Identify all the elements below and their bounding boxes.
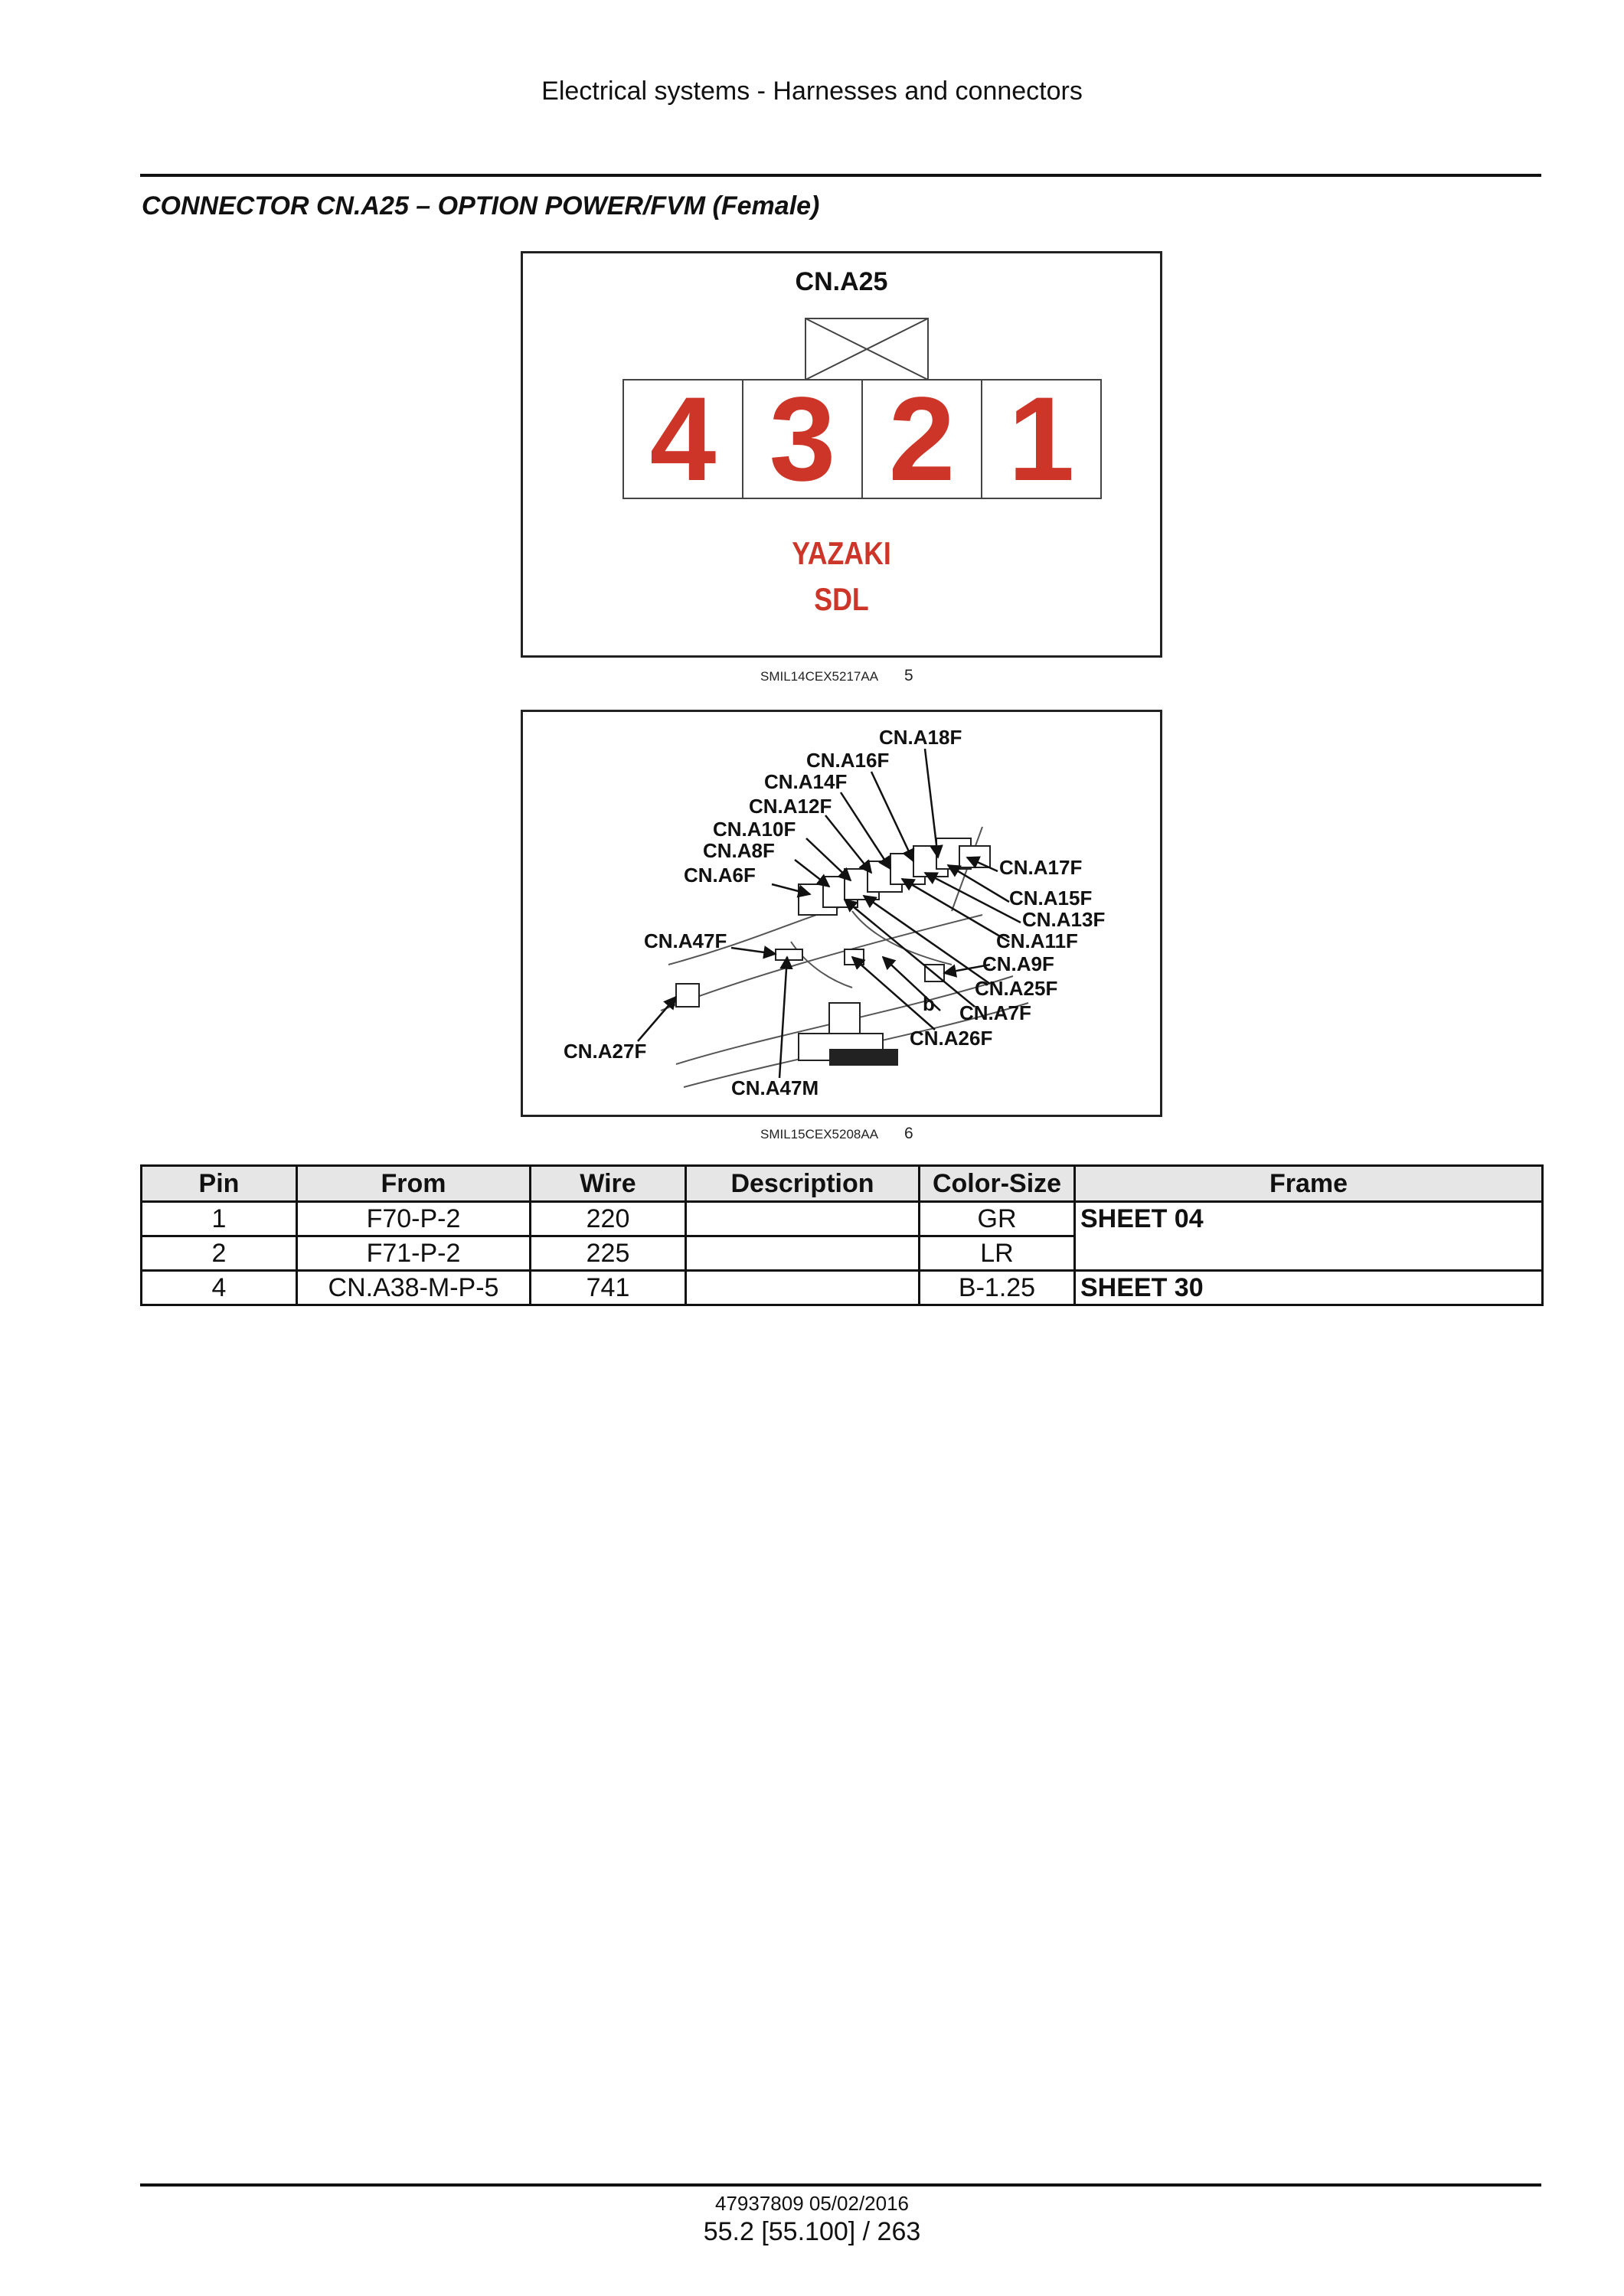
pin-number: 4: [649, 372, 717, 506]
column-header-frame: Frame: [1075, 1166, 1543, 1202]
figure-caption: [760, 667, 913, 685]
label-cn-a14f: CN.A14F: [764, 770, 848, 793]
pin-cell: [861, 372, 982, 506]
cell-description: [686, 1271, 920, 1305]
cell-wire: 741: [531, 1271, 686, 1305]
label-cn-a47f: CN.A47F: [644, 929, 727, 952]
label-cn-a17f: CN.A17F: [999, 856, 1083, 879]
column-header-pin: Pin: [142, 1166, 297, 1202]
footer-rule: [140, 2183, 1541, 2187]
cell-from: F71-P-2: [297, 1236, 531, 1271]
pin-table: [140, 1164, 1544, 1306]
label-cn-a7f: CN.A7F: [959, 1001, 1031, 1024]
pin-number: 1: [1008, 372, 1075, 506]
table-row: [142, 1271, 1543, 1305]
cell-from: F70-P-2: [297, 1202, 531, 1236]
terminal-block: [829, 1049, 898, 1066]
label-cn-a11f: CN.A11F: [996, 929, 1078, 952]
label-cn-a10f: CN.A10F: [713, 818, 796, 841]
caption-number: 5: [904, 667, 913, 684]
column-header-from: From: [297, 1166, 531, 1202]
harness-location-figure: [521, 710, 1162, 1117]
connector-face-figure: [521, 251, 1162, 658]
caption-code: SMIL15CEX5208AA: [760, 1127, 879, 1141]
label-cn-a12f: CN.A12F: [749, 795, 832, 818]
label-cn-a8f: CN.A8F: [703, 839, 775, 862]
cell-frame: SHEET 04: [1075, 1202, 1543, 1271]
pin-number: 3: [769, 372, 836, 506]
pin-row: [622, 372, 1102, 506]
column-header-color-size: Color-Size: [920, 1166, 1075, 1202]
label-cn-a18f: CN.A18F: [879, 726, 962, 749]
table-header-row: [142, 1166, 1543, 1202]
brand-series: SDL: [814, 581, 869, 617]
connector-key-icon: [805, 318, 929, 380]
label-cn-a25f: CN.A25F: [975, 977, 1058, 1000]
cell-pin: 4: [142, 1271, 297, 1305]
section-title: CONNECTOR CN.A25 – OPTION POWER/FVM (Female): [142, 191, 820, 220]
caption-code: SMIL14CEX5217AA: [760, 669, 879, 684]
header-rule: [140, 174, 1541, 177]
connector-name: CN.A25: [795, 267, 888, 296]
cell-wire: 225: [531, 1236, 686, 1271]
pin-cell: [742, 372, 863, 506]
footer-doc-id: 47937809 05/02/2016: [714, 2192, 910, 2215]
page-header: Electrical systems - Harnesses and connectors: [541, 77, 1083, 106]
label-cn-a9f: CN.A9F: [982, 952, 1054, 975]
footer-page-number: 55.2 [55.100] / 263: [703, 2217, 921, 2246]
label-cn-a13f: CN.A13F: [1022, 908, 1106, 931]
figure-caption: [760, 1125, 913, 1143]
harness-drawing: [523, 712, 1160, 1115]
cell-description: [686, 1236, 920, 1271]
pin-number: 2: [888, 372, 956, 506]
label-cn-a15f: CN.A15F: [1009, 887, 1093, 910]
cell-pin: 2: [142, 1236, 297, 1271]
label-cn-a26f: CN.A26F: [910, 1027, 993, 1050]
label-b: b: [923, 992, 935, 1015]
small-connectors: [676, 949, 944, 1060]
label-cn-a27f: CN.A27F: [564, 1040, 647, 1063]
cell-description: [686, 1202, 920, 1236]
table-row: [142, 1202, 1543, 1236]
cell-wire: 220: [531, 1202, 686, 1236]
cell-pin: 1: [142, 1202, 297, 1236]
label-cn-a16f: CN.A16F: [806, 749, 890, 772]
column-header-wire: Wire: [531, 1166, 686, 1202]
label-cn-a47m: CN.A47M: [731, 1076, 819, 1099]
pin-cell: [622, 372, 743, 506]
pin-cell: [981, 372, 1102, 506]
column-header-description: Description: [686, 1166, 920, 1202]
cell-color-size: GR: [920, 1202, 1075, 1236]
label-cn-a6f: CN.A6F: [684, 864, 756, 887]
cell-color-size: B-1.25: [920, 1271, 1075, 1305]
cell-from: CN.A38-M-P-5: [297, 1271, 531, 1305]
cell-color-size: LR: [920, 1236, 1075, 1271]
brand-name: YAZAKI: [792, 535, 891, 571]
fuse-block: [799, 838, 990, 915]
caption-number: 6: [904, 1125, 913, 1142]
cell-frame: SHEET 30: [1075, 1271, 1543, 1305]
